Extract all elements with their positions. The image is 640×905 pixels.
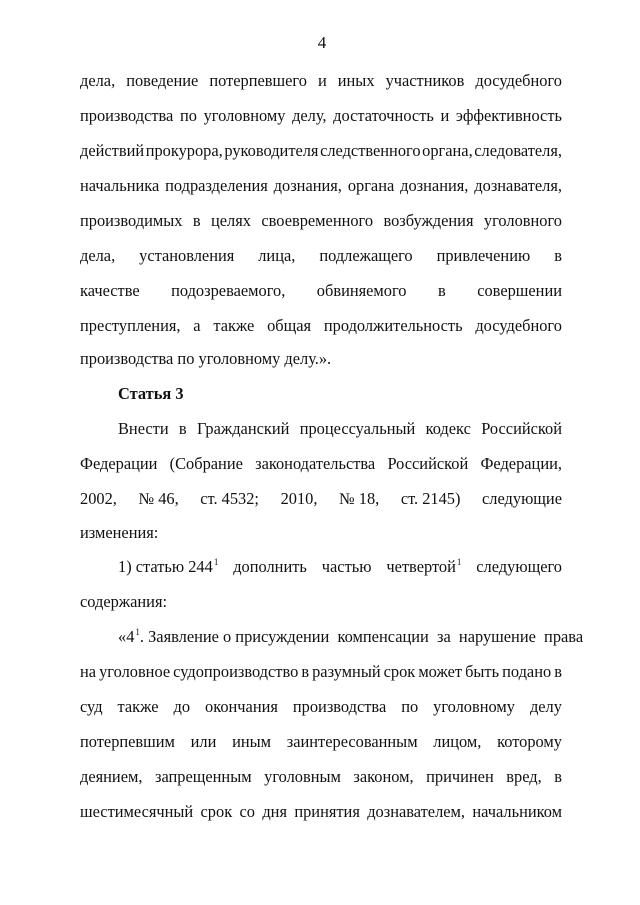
- word: окончания: [205, 697, 278, 716]
- paragraph-last-line: изменения:: [80, 523, 159, 542]
- text-line: [80, 211, 562, 231]
- word: уголовному: [433, 697, 515, 716]
- word: 2002,: [80, 489, 117, 508]
- word: законом,: [353, 767, 414, 786]
- word: иных: [337, 71, 375, 90]
- word: начальником: [472, 802, 562, 821]
- text-line: [80, 176, 562, 196]
- word: качестве: [80, 281, 140, 300]
- text-line: [80, 802, 562, 822]
- word: и: [317, 71, 327, 90]
- word: разумный: [312, 662, 381, 681]
- word: на: [80, 662, 97, 681]
- word: подразделения: [165, 176, 268, 195]
- superscript: 1: [135, 627, 140, 637]
- word: делу: [529, 697, 562, 716]
- word: дня: [262, 802, 287, 821]
- word: дела,: [80, 71, 116, 90]
- word: а: [193, 316, 201, 335]
- text-line: [80, 141, 562, 161]
- word: обвиняемого: [316, 281, 407, 300]
- word: лицом,: [433, 732, 482, 751]
- word: подлежащего: [319, 246, 413, 265]
- word: Федерации: [80, 454, 158, 473]
- word: установления: [139, 246, 235, 265]
- word: уголовному: [203, 106, 286, 125]
- word: потерпевшего: [209, 71, 307, 90]
- word: причинен: [426, 767, 494, 786]
- word: досудебного: [475, 71, 562, 90]
- word: участников: [385, 71, 465, 90]
- word: Гражданский: [196, 419, 290, 438]
- word: срок: [383, 662, 416, 681]
- word: Федерации,: [480, 454, 562, 473]
- word: быть: [465, 662, 500, 681]
- word: уголовное: [99, 662, 171, 681]
- word: судопроизводство: [173, 662, 299, 681]
- word: подано: [502, 662, 552, 681]
- word: в: [301, 662, 310, 681]
- word: продолжительность: [323, 316, 463, 335]
- word: по: [401, 697, 419, 716]
- word: частью: [321, 557, 372, 576]
- word: следователя,: [474, 141, 562, 160]
- word: № 46,: [138, 489, 179, 508]
- quote-first-line: «$4^1$. Заявление о присуждении компенсации за нарушение права: [118, 627, 584, 646]
- text-line: [80, 246, 562, 266]
- item-prefix: 1) статью $244^1$: [118, 557, 219, 576]
- word: органа,: [422, 141, 473, 160]
- word: Внести: [118, 419, 169, 438]
- word: производства: [80, 106, 174, 125]
- text-line: [80, 71, 562, 91]
- text-line: [80, 767, 562, 787]
- word: № 18,: [339, 489, 380, 508]
- word: прокурора,: [145, 141, 223, 160]
- word: кодекс: [425, 419, 471, 438]
- word: срок: [200, 802, 233, 821]
- word: дознавателем,: [367, 802, 466, 821]
- word: процессуальный: [299, 419, 416, 438]
- word: Российской: [481, 419, 562, 438]
- word: возбуждения: [383, 211, 474, 230]
- word: следственного: [320, 141, 421, 160]
- text-line: [80, 662, 562, 682]
- word: до: [173, 697, 191, 716]
- word: заинтересованным: [286, 732, 418, 751]
- word: в: [437, 281, 446, 300]
- word: шестимесячный: [80, 802, 194, 821]
- word: также: [213, 316, 255, 335]
- word: целях: [211, 211, 251, 230]
- word: дознания,: [400, 176, 469, 195]
- word: поведение: [126, 71, 199, 90]
- word: производимых: [80, 211, 183, 230]
- word: которому: [497, 732, 562, 751]
- text-line: [80, 697, 562, 717]
- word: руководителя: [224, 141, 319, 160]
- word: делу,: [292, 106, 327, 125]
- word: четвертой$^1$: [386, 557, 462, 576]
- word: дополнить: [233, 557, 307, 576]
- word: совершении: [477, 281, 562, 300]
- word: в: [554, 767, 562, 786]
- word: досудебного: [475, 316, 562, 335]
- word: ст. 4532;: [200, 489, 259, 508]
- word: дознавателя,: [474, 176, 562, 195]
- word: законодательства: [255, 454, 376, 473]
- word: ст. 2145): [400, 489, 461, 508]
- superscript: 1: [456, 557, 462, 567]
- word: потерпевшим: [80, 732, 175, 751]
- word: дознания,: [273, 176, 342, 195]
- word: и: [440, 106, 450, 125]
- paragraph-last-line: производства по уголовному делу.».: [80, 349, 332, 368]
- word: действий: [80, 141, 145, 160]
- text-line: [80, 316, 562, 336]
- text-line: [80, 732, 562, 752]
- text-line: [80, 454, 562, 474]
- word: также: [117, 697, 159, 716]
- word: в: [554, 662, 562, 681]
- word: в: [192, 211, 201, 230]
- word: запрещенным: [154, 767, 252, 786]
- word: преступления,: [80, 316, 181, 335]
- word: суд: [80, 697, 103, 716]
- word: своевременного: [261, 211, 374, 230]
- word: в: [178, 419, 187, 438]
- article-heading: Статья 3: [118, 384, 184, 403]
- word: лица,: [258, 246, 296, 265]
- word: вред,: [506, 767, 542, 786]
- word: начальника: [80, 176, 160, 195]
- page-number: 4: [317, 33, 327, 52]
- word: достаточность: [333, 106, 434, 125]
- superscript: 1: [213, 557, 219, 567]
- word: 2010,: [280, 489, 318, 508]
- text-line: [80, 281, 562, 301]
- word: общая: [267, 316, 312, 335]
- word: (Собрание: [169, 454, 243, 473]
- word: дела,: [80, 246, 116, 265]
- word: органа: [347, 176, 395, 195]
- word: Российской: [387, 454, 469, 473]
- text-line: [80, 489, 562, 509]
- word: подозреваемого,: [171, 281, 286, 300]
- word: производства: [292, 697, 387, 716]
- word: в: [554, 246, 562, 265]
- word: принятия: [294, 802, 360, 821]
- text-line: [118, 419, 562, 439]
- list-item-1-last-line: содержания:: [80, 592, 168, 611]
- word: следующего: [476, 557, 562, 576]
- list-item-1: [118, 557, 562, 579]
- word: привлечению: [436, 246, 531, 265]
- word: иным: [232, 732, 272, 751]
- word: эффективность: [455, 106, 562, 125]
- word: со: [239, 802, 255, 821]
- word: уголовным: [264, 767, 341, 786]
- word: или: [190, 732, 217, 751]
- word: деянием,: [80, 767, 143, 786]
- word: следующие: [482, 489, 562, 508]
- word: уголовного: [483, 211, 562, 230]
- word: по: [179, 106, 197, 125]
- text-line: [80, 106, 562, 126]
- word: может: [418, 662, 463, 681]
